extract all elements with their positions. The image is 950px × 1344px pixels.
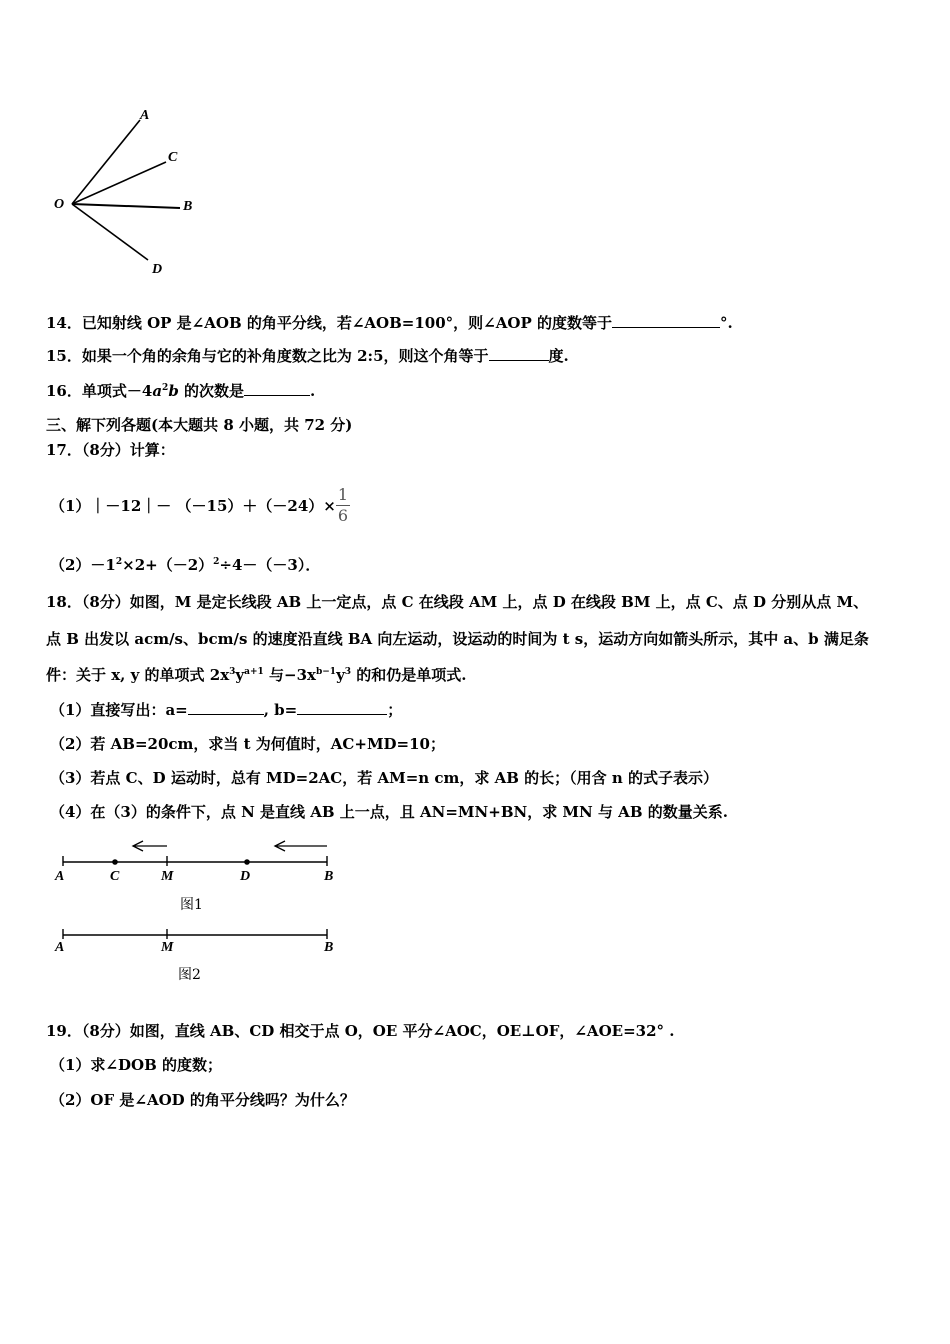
fig1-label-m: M [161, 869, 174, 884]
fig1-label-a: A [55, 869, 65, 884]
question-17-part-1 [50, 475, 350, 535]
question-14 [46, 312, 733, 333]
angle-figure [40, 100, 220, 290]
question-16 [46, 380, 315, 401]
q18-p1-mid: , b= [263, 701, 298, 719]
q18-a-blank[interactable] [188, 700, 264, 715]
fraction-one-sixth [336, 485, 350, 526]
q18-line-3 [46, 664, 467, 685]
q18-l3-y2: y [336, 666, 345, 684]
q18-line-1: 18．（8分）如图，M 是定长线段 AB 上一定点，点 C 在线段 AM 上，点 D 在线段 BM 上，点 C、点 D 分别从点 M、 [46, 593, 869, 611]
fig1-label-d: D [240, 869, 251, 884]
q18-p1-pre: （1）直接写出：a= [50, 701, 188, 719]
q15-text: 15．如果一个角的余角与它的补角度数之比为 2:5，则这个角等于 [46, 347, 489, 365]
q15-blank[interactable] [489, 346, 549, 361]
fig1-label-c: C [110, 869, 120, 884]
ray-ob [72, 204, 180, 208]
q18-b-blank[interactable] [297, 700, 387, 715]
fig2-label-m: M [161, 940, 174, 955]
q18-l3-e1: 3 [229, 667, 236, 677]
fraction-numerator: 1 [337, 484, 349, 504]
label-b: B [183, 199, 193, 214]
q18-l3-mid: 与−3x [263, 666, 316, 684]
figure-1-segment [55, 835, 345, 875]
q18-part-4: （4）在（3）的条件下，点 N 是直线 AB 上一点，且 AN=MN+BN，求 MN 与 AB 的数量关系. [50, 803, 728, 821]
label-o: O [54, 197, 65, 212]
q18-p1-post: ； [387, 701, 403, 719]
q18-l3-e3: b−1 [315, 667, 337, 677]
q17-p2-exp2: 2 [213, 557, 220, 567]
q16-blank[interactable] [244, 381, 310, 396]
label-c: C [168, 150, 178, 165]
q18-part-1 [50, 699, 402, 720]
q14-blank[interactable] [612, 313, 720, 328]
q18-line-2: 点 B 出发以 acm/s、bcm/s 的速度沿直线 BA 向左运动，设运动的时间为 t s，运动方向如箭头所示，其中 a、b 满足条 [46, 630, 869, 648]
fraction-denominator: 6 [337, 505, 349, 525]
label-d: D [152, 262, 163, 277]
q16-b: b [168, 382, 179, 400]
ray-od [72, 204, 148, 260]
q18-l3-post: 的和仍是单项式. [351, 666, 467, 684]
q16-exp: 2 [162, 383, 169, 393]
fig2-caption: 图2 [178, 967, 201, 983]
q17-p2-mid: ×2+（－2） [122, 556, 214, 574]
q16-post: 的次数是 [178, 382, 245, 400]
q16-pre: 16．单项式－4 [46, 382, 153, 400]
q18-l3-pre: 件：关于 x, y 的单项式 2x [46, 666, 230, 684]
q19-part-2: （2）OF 是∠AOD 的角平分线吗？为什么？ [50, 1091, 355, 1109]
q18-l3-y: y [235, 666, 245, 684]
question-15 [46, 345, 569, 366]
q18-part-3: （3）若点 C、D 运动时，总有 MD=2AC，若 AM=n cm，求 AB 的长；（用含 n 的式子表示） [50, 769, 719, 787]
q14-text: 14．已知射线 OP 是∠AOB 的角平分线，若∠AOB=100°，则∠AOP 的度数等于 [46, 314, 612, 332]
ray-oc [72, 162, 166, 204]
ray-oa [72, 120, 140, 204]
q18-l3-e2: a+1 [244, 667, 264, 677]
question-17-part-2 [50, 554, 320, 575]
q15-tail: 度. [548, 347, 569, 365]
fig1-caption: 图1 [180, 897, 203, 913]
fig2-label-a: A [55, 940, 65, 955]
q17-p2-pre: （2）－1 [50, 556, 116, 574]
q14-tail: °. [719, 314, 733, 332]
q19-line-1: 19．（8分）如图，直线 AB、CD 相交于点 O，OE 平分∠AOC，OE⊥OF，∠AOE=32° . [46, 1022, 675, 1040]
label-a: A [140, 108, 150, 123]
q17-p2-exp1: 2 [115, 557, 123, 567]
q17-p1-text: （1）｜－12｜－ （－15）＋（－24）× [50, 496, 336, 515]
q19-part-1: （1）求∠DOB 的度数； [50, 1056, 222, 1074]
q17-p2-post: ÷4－（－3）． [219, 556, 321, 574]
q16-a: a [152, 382, 163, 400]
question-17-title: 17．（8分）计算： [46, 441, 175, 459]
figure-2-segment [55, 925, 345, 945]
q18-l3-e4: 3 [344, 667, 352, 677]
section-3-title: 三、解下列各题(本大题共 8 小题，共 72 分) [46, 416, 353, 434]
fig2-label-b: B [324, 940, 334, 955]
q18-part-2: （2）若 AB=20cm，求当 t 为何值时，AC+MD=10； [50, 735, 445, 753]
q16-tail: . [310, 382, 316, 400]
fig1-label-b: B [324, 869, 334, 884]
